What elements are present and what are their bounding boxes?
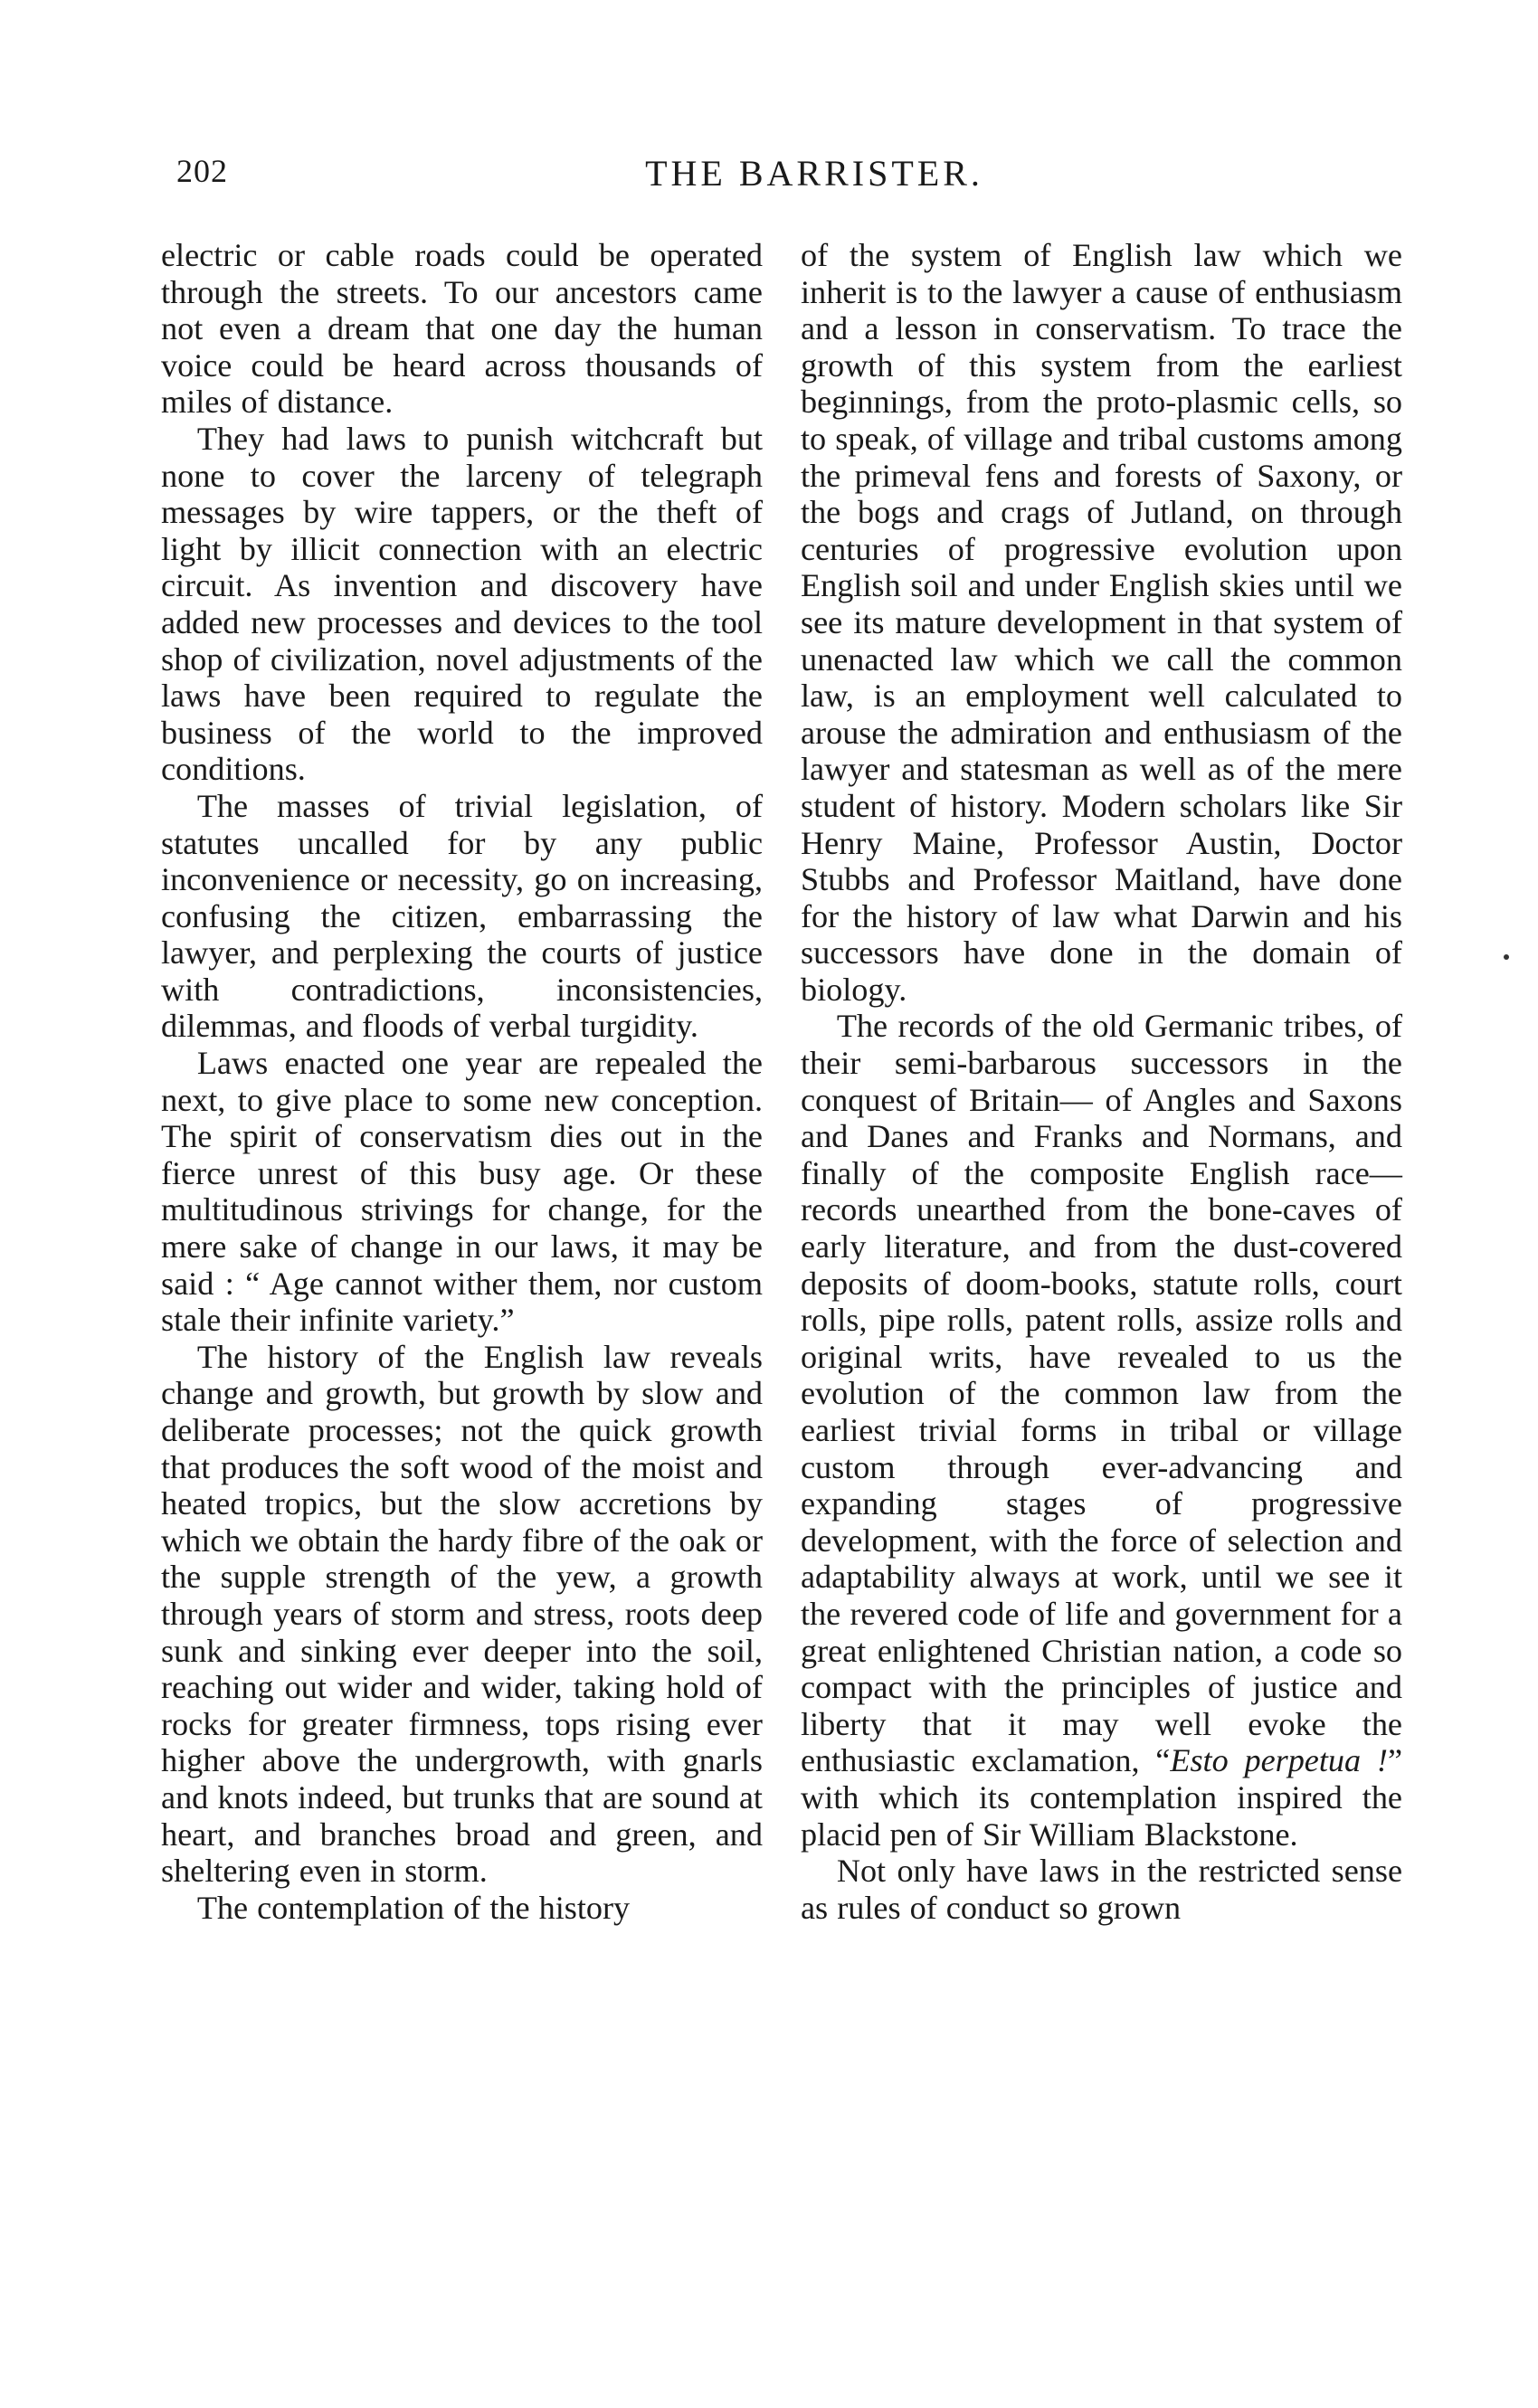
paragraph [801,1008,1402,1853]
ink-speck [1504,954,1509,960]
paragraph: electric or cable roads could be operated through the streets. To our ancestors came not even a dream that one day the human voice could be heard across thousands of miles of distance. [161,237,763,421]
paragraph: of the system of English law which we inherit is to the lawyer a cause of enthusiasm and a lesson in conservatism. To trace the growth of this system from the earliest beginnings, from the proto-plasmic cells, so to speak, of village and tribal customs among the primeval fens and forests of Saxony, or the bogs and crags of Jutland, on through centuries of progressive evolution upon English soil and under English skies until we see its mature development in that system of unenacted law which we call the common law, is an employment well calculated to arouse the admiration and enthusiasm of the lawyer and statesman as well as of the mere student of history. Modern scholars like Sir Henry Maine, Professor Austin, Doctor Stubbs and Professor Maitland, have done for the history of law what Darwin and his successors have done in the domain of biology. [801,237,1402,1008]
page-number: 202 [176,153,228,189]
paragraph: The masses of trivial legislation, of statutes uncalled for by any public inconvenience or necessity, go on increasing, confusing the citizen, embarrassing the lawyer, and perplexing the courts of justice with contradictions, inconsistencies, dilemmas, and floods of verbal turgidity. [161,787,763,1045]
paragraph: The history of the English law reveals change and growth, but growth by slow and deliberate processes; not the quick growth that produces the soft wood of the moist and heated tropics, but the slow accretions by which we obtain the hardy fibre of the oak or the supple strength of the yew, a growth through years of storm and stress, roots deep sunk and sinking ever deeper into the soil, reaching out wider and wider, taking hold of rocks for greater firmness, tops rising ever higher above the undergrowth, with gnarls and knots indeed, but trunks that are sound at heart, and branches broad and green, and sheltering even in storm. [161,1338,763,1890]
paragraph: Laws enacted one year are repealed the next, to give place to some new conception. The spirit of conservatism dies out in the fierce unrest of this busy age. Or these multitudinous strivings for change, for the mere sake of change in our laws, it may be said : “ Age cannot wither them, nor custom stale their infinite variety.” [161,1045,763,1339]
latin-quote: Esto perpetua ! [1170,1742,1388,1779]
paragraph-text: The records of the old Germanic tribes, of their semi-barbarous successors in the conquest of Britain— of Angles and Saxons and Danes and Franks and Normans, and finally of the composite English race— records unearthed from the bone-caves of early literature, and from the dust-covered deposits of doom-books, statute rolls, court rolls, pipe rolls, patent rolls, assize rolls and original writs, have revealed to us the evolution of the common law from the earliest trivial forms in tribal or village custom through ever-advancing and expanding stages of progressive development, with the force of selection and adaptability always at work, until we see it the revered code of life and government for a great enlightened Christian nation, a code so compact with the principles of justice and liberty that it may well evoke the enthusiastic exclamation, “ [801,1008,1402,1779]
running-title: THE BARRISTER. [645,153,983,194]
paragraph: The contemplation of the history [196,1889,631,1926]
paragraph-text: ” with which its contemplation inspired the placid pen of Sir William Blackstone. [801,1742,1402,1853]
page-header [176,152,1452,206]
paragraph: They had laws to punish witchcraft but none to cover the larceny of telegraph messages by wire tappers, or the theft of light by illicit connection with an electric circuit. As invention and discovery have added new processes and devices to the tool shop of civilization, novel adjustments of the laws have been required to regulate the business of the world to the improved conditions. [161,420,763,788]
paragraph: Not only have laws in the restricted sense as rules of conduct so grown [801,1853,1402,1926]
left-column [161,237,763,1926]
right-column [801,237,1402,1926]
